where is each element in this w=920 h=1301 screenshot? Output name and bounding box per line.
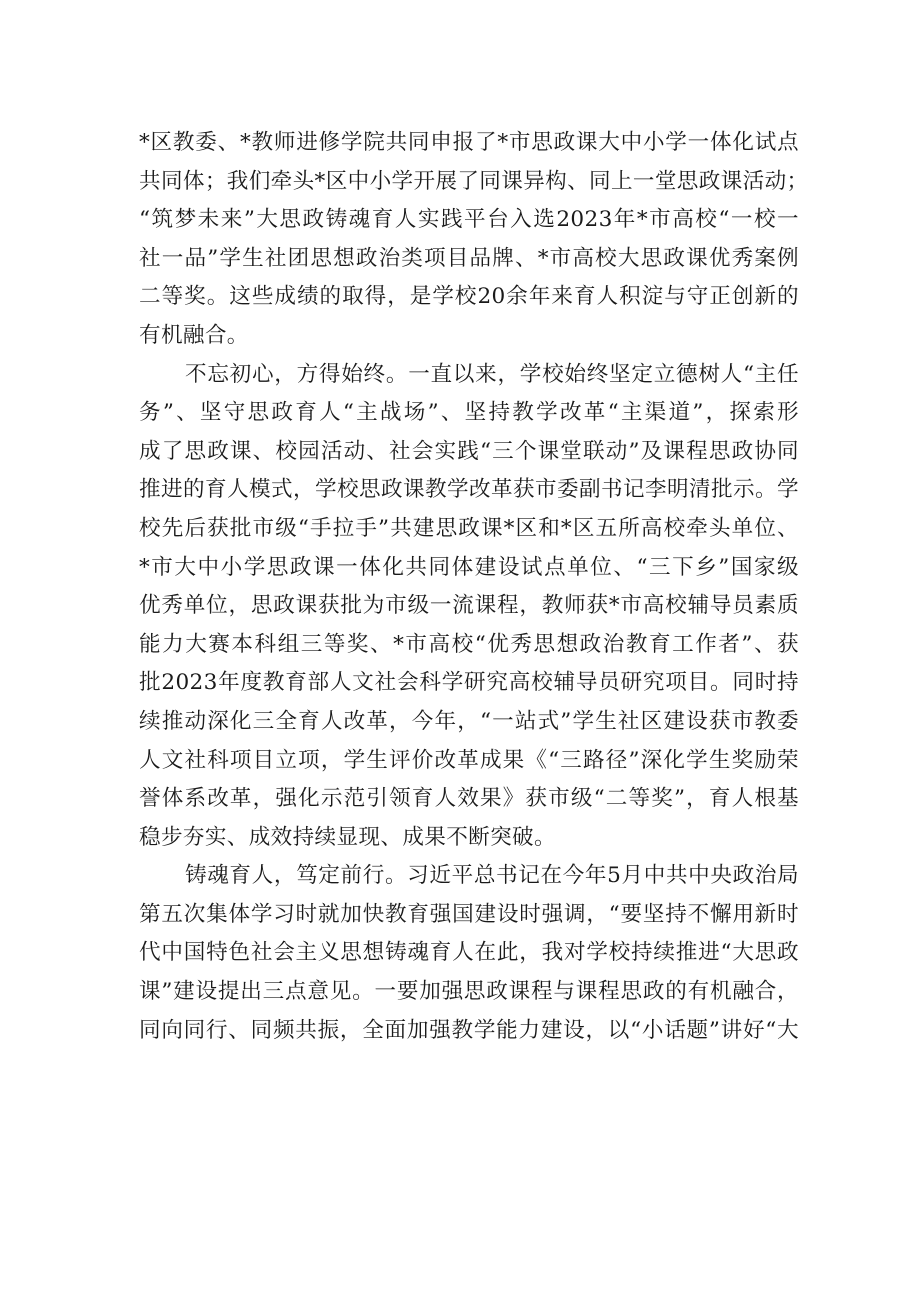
text-line: 能力大赛本科组三等奖、*市高校“优秀思想政治教育工作者”、获 (139, 631, 799, 657)
text-line: 续推动深化三全育人改革，今年，“一站式”学生社区建设获市教委 (139, 708, 799, 734)
text-line: 推进的育人模式，学校思政课教学改革获市委副书记李明清批示。学 (139, 477, 799, 503)
paragraph-1 (139, 124, 809, 356)
text-line: 铸魂育人，笃定前行。习近平总书记在今年5月中共中央政治局 (185, 863, 799, 889)
text-line: *区教委、*教师进修学院共同申报了*市思政课大中小学一体化试点 (139, 130, 799, 155)
document-body (139, 124, 809, 1050)
text-line: 校先后获批市级“手拉手”共建思政课*区和*区五所高校牵头单位、 (139, 515, 799, 541)
text-line: “筑梦未来”大思政铸魂育人实践平台入选2023年*市高校“一校一 (139, 207, 799, 233)
text-line: 誉体系改革，强化示范引领育人效果》获市级“二等奖”，育人根基 (139, 786, 799, 812)
text-line: 有机融合。 (139, 322, 249, 348)
text-line: 同向同行、同频共振，全面加强教学能力建设，以“小话题”讲好“大 (139, 1017, 799, 1043)
text-line: 批2023年度教育部人文社会科学研究高校辅导员研究项目。同时持 (139, 670, 799, 696)
text-line: 稳步夯实、成效持续显现、成果不断突破。 (139, 824, 556, 850)
paragraph-3 (139, 857, 799, 1050)
text-line: 人文社科项目立项，学生评价改革成果《“三路径”深化学生奖励荣 (139, 747, 799, 773)
text-line: 务”、坚守思政育人“主战场”、坚持教学改革“主渠道”，探索形 (139, 400, 799, 426)
paragraph-2 (139, 356, 799, 858)
text-line: 优秀单位，思政课获批为市级一流课程，教师获*市高校辅导员素质 (139, 593, 799, 619)
text-line: 社一品”学生社团思想政治类项目品牌、*市高校大思政课优秀案例 (139, 245, 799, 271)
text-line: 代中国特色社会主义思想铸魂育人在此，我对学校持续推进“大思政 (139, 940, 799, 966)
text-line: 二等奖。这些成绩的取得，是学校20余年来育人积淀与守正创新的 (139, 284, 799, 310)
text-line: 共同体；我们牵头*区中小学开展了同课异构、同上一堂思政课活动； (139, 168, 809, 194)
text-line: 不忘初心，方得始终。一直以来，学校始终坚定立德树人“主任 (185, 361, 799, 387)
text-line: 课”建设提出三点意见。一要加强思政课程与课程思政的有机融合， (139, 979, 799, 1005)
text-line: *市大中小学思政课一体化共同体建设试点单位、“三下乡”国家级 (139, 554, 799, 580)
text-line: 第五次集体学习时就加快教育强国建设时强调，“要坚持不懈用新时 (139, 901, 799, 927)
text-line: 成了思政课、校园活动、社会实践“三个课堂联动”及课程思政协同 (139, 438, 799, 464)
